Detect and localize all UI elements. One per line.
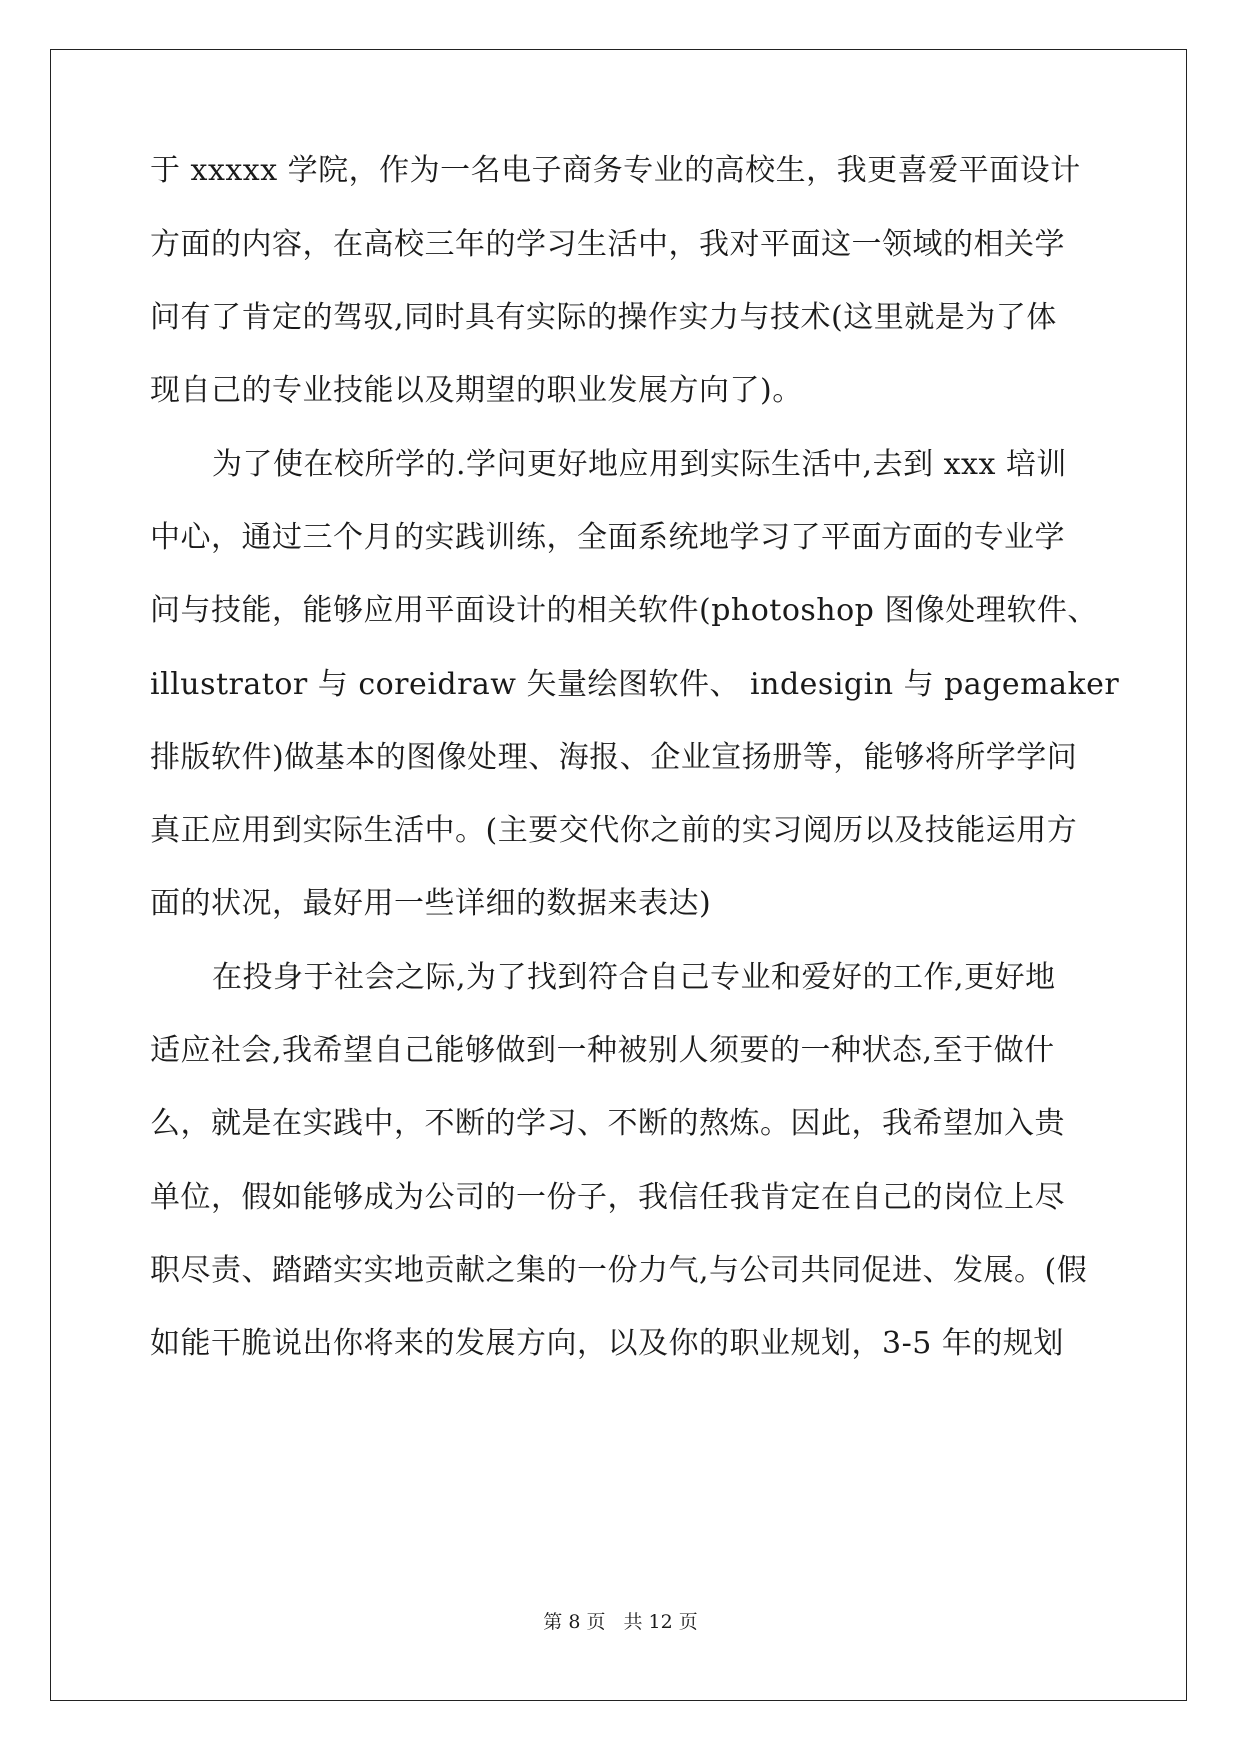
text-line: 单位，假如能够成为公司的一份子，我信任我肯定在自己的岗位上尽 bbox=[150, 1180, 1065, 1215]
page-total: 共 12 页 bbox=[623, 1611, 698, 1633]
text-line: 方面的内容，在高校三年的学习生活中，我对平面这一领域的相关学 bbox=[150, 227, 1065, 262]
text-line: illustrator 与 coreidraw 矢量绘图软件、 indesigin 与 pagemaker bbox=[150, 667, 1120, 702]
text-line: 么，就是在实践中，不断的学习、不断的熬炼。因此，我希望加入贵 bbox=[150, 1106, 1065, 1141]
page-number: 第 8 页 bbox=[543, 1611, 606, 1633]
paragraph-first-line: 在投身于社会之际,为了找到符合自己专业和爱好的工作,更好地 bbox=[212, 960, 1056, 995]
page-border bbox=[50, 49, 1187, 1701]
text-line: 问有了肯定的驾驭,同时具有实际的操作实力与技术(这里就是为了体 bbox=[150, 300, 1057, 335]
text-line: 于 xxxxx 学院，作为一名电子商务专业的高校生，我更喜爱平面设计 bbox=[150, 153, 1081, 188]
page-footer bbox=[0, 1610, 1241, 1634]
text-line: 问与技能，能够应用平面设计的相关软件(photoshop 图像处理软件、 bbox=[150, 593, 1098, 628]
text-line: 职尽责、踏踏实实地贡献之集的一份力气,与公司共同促进、发展。(假 bbox=[150, 1253, 1088, 1288]
text-line: 真正应用到实际生活中。(主要交代你之前的实习阅历以及技能运用方 bbox=[150, 813, 1078, 848]
text-line: 适应社会,我希望自己能够做到一种被别人须要的一种状态,至于做什 bbox=[150, 1033, 1055, 1068]
text-line: 中心，通过三个月的实践训练，全面系统地学习了平面方面的专业学 bbox=[150, 520, 1065, 555]
text-line: 面的状况，最好用一些详细的数据来表达) bbox=[150, 886, 712, 921]
text-line: 现自己的专业技能以及期望的职业发展方向了)。 bbox=[150, 373, 803, 408]
text-line: 排版软件)做基本的图像处理、海报、企业宣扬册等，能够将所学学问 bbox=[150, 740, 1078, 775]
paragraph-first-line: 为了使在校所学的.学问更好地应用到实际生活中,去到 xxx 培训 bbox=[212, 447, 1067, 482]
text-line: 如能干脆说出你将来的发展方向，以及你的职业规划，3-5 年的规划 bbox=[150, 1326, 1064, 1361]
